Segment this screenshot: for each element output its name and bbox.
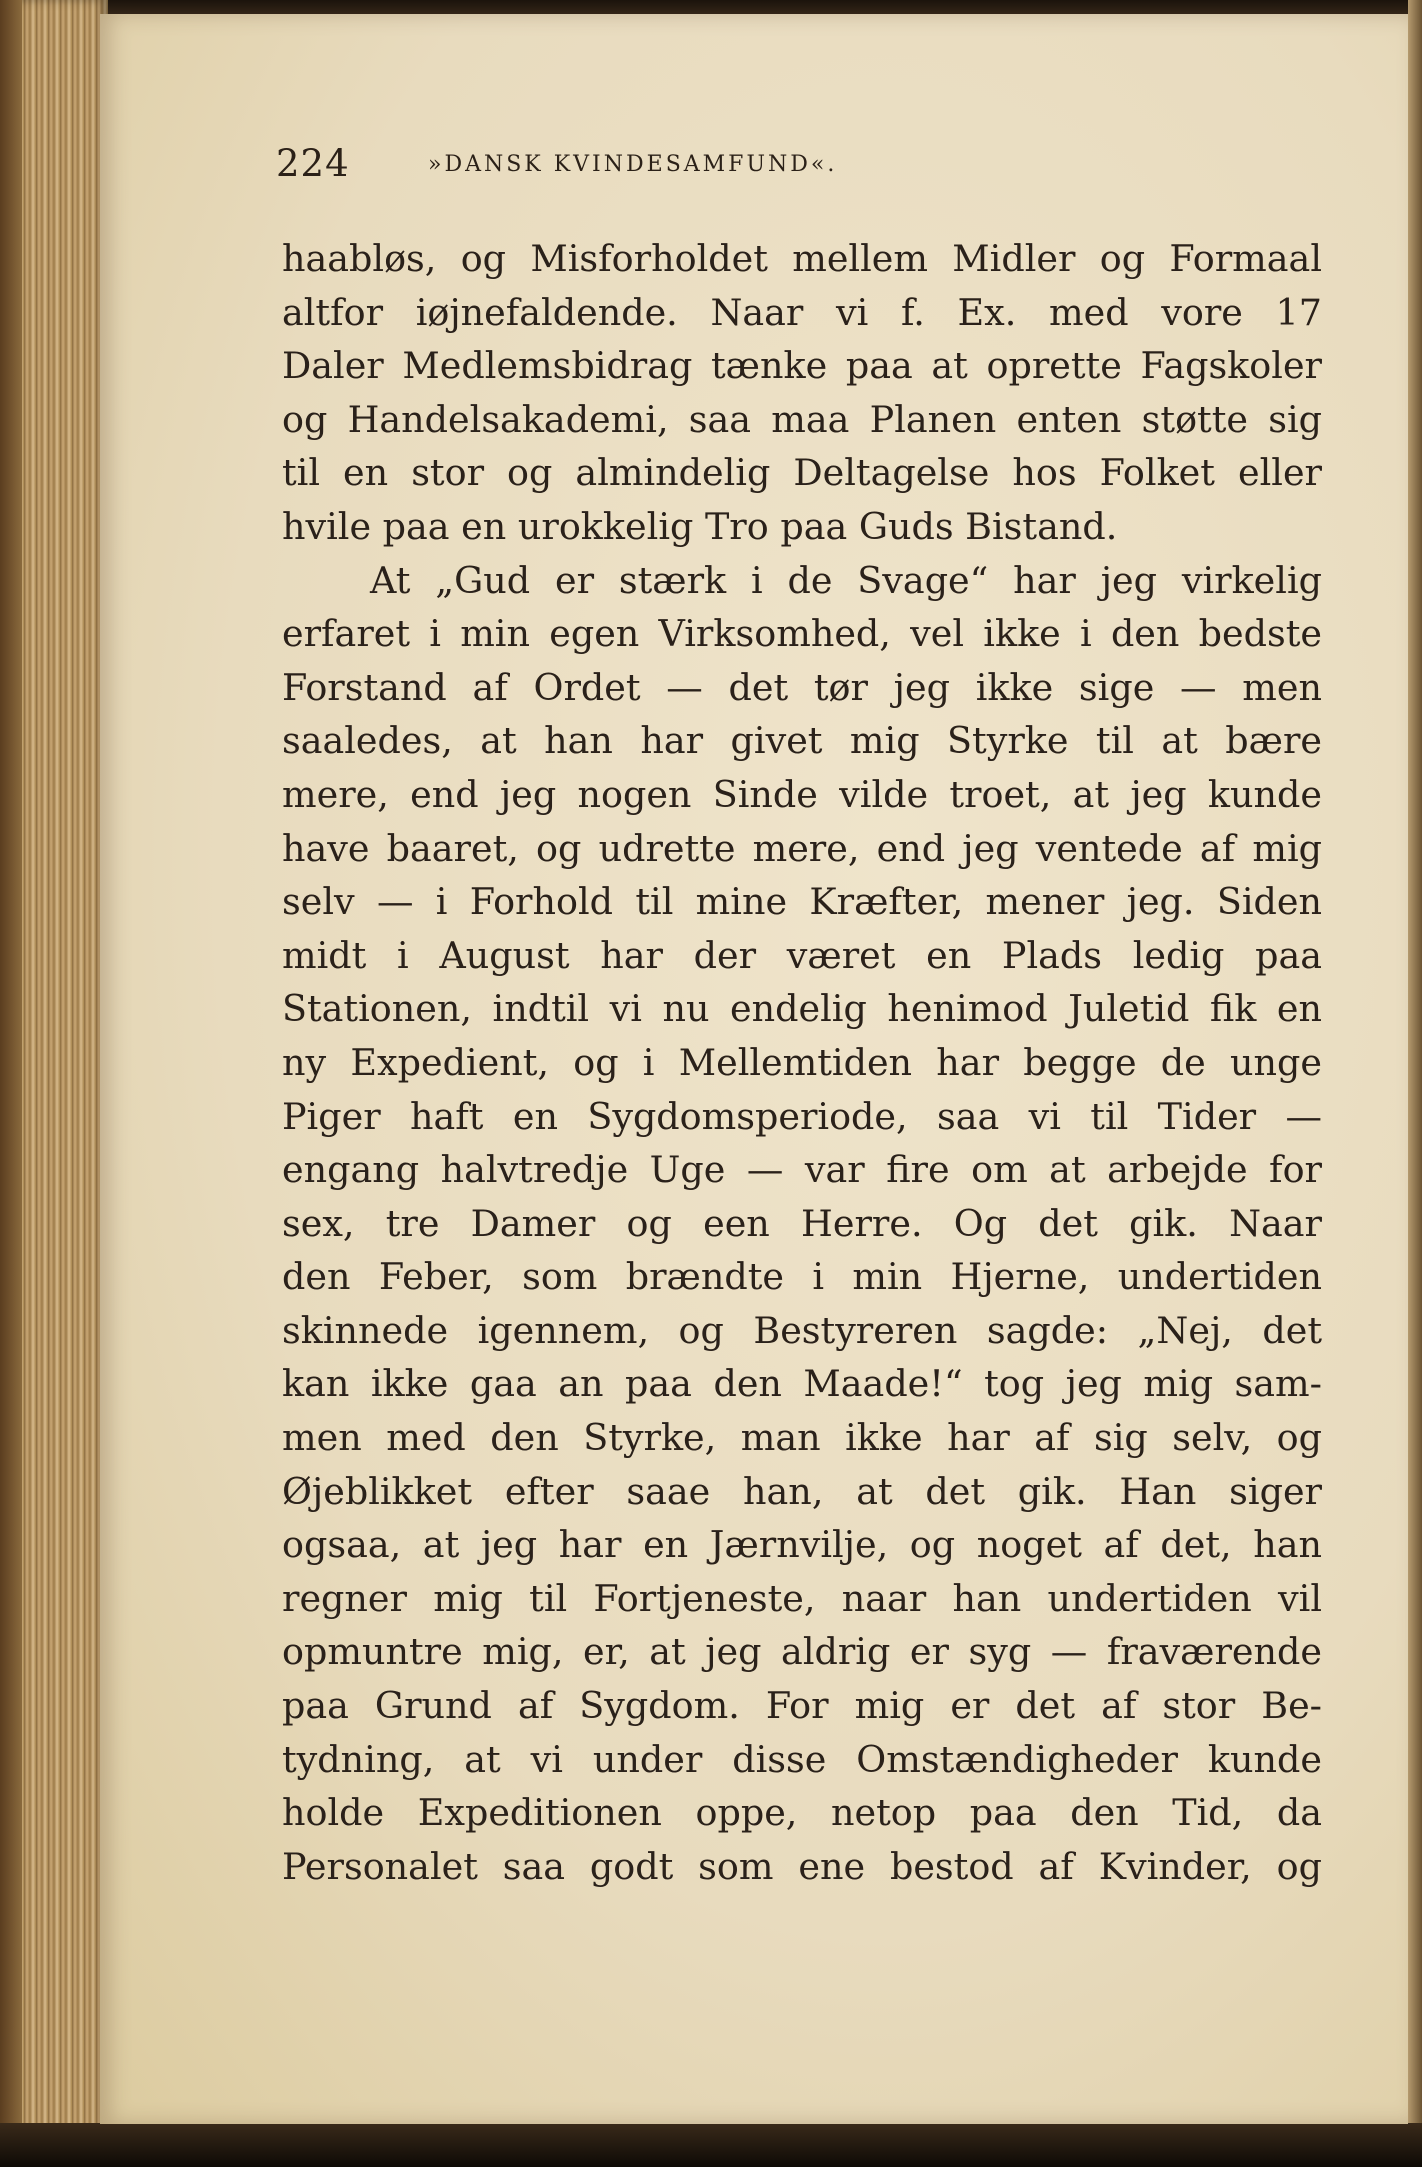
page-number: 224 [276, 142, 350, 185]
text-line-14: midt i August har der været en Plads ledig paa [282, 933, 1322, 977]
right-page-edge [1408, 0, 1422, 2167]
body-text [282, 232, 1322, 1893]
text-line-24: Øjeblikket efter saae han, at det gik. Han siger [282, 1469, 1322, 1513]
text-line-19: sex, tre Damer og een Herre. Og det gik. Naar [282, 1201, 1322, 1245]
text-line-9: Forstand af Ordet — det tør jeg ikke sige — men [282, 665, 1322, 709]
text-line-26: regner mig til Fortjeneste, naar han undertiden vil [282, 1576, 1322, 1620]
page-header [276, 142, 1076, 192]
text-line-23: men med den Styrke, man ikke har af sig selv, og [282, 1416, 1322, 1460]
text-line-22: kan ikke gaa an paa den Maade!“ tog jeg mig sam- [282, 1362, 1322, 1406]
text-line-12: have baaret, og udrette mere, end jeg ventede af mig [282, 826, 1322, 870]
bottom-binding-strip [0, 2123, 1422, 2167]
text-line-27: opmuntre mig, er, at jeg aldrig er syg — fraværende [282, 1630, 1322, 1674]
text-line-5: til en stor og almindelig Deltagelse hos Folket eller [282, 451, 1322, 495]
text-line-10: saaledes, at han har givet mig Styrke til at bære [282, 719, 1322, 763]
text-line-28: paa Grund af Sygdom. For mig er det af stor Be- [282, 1684, 1322, 1728]
text-line-1: haabløs, og Misforholdet mellem Midler og Formaal [282, 237, 1322, 280]
text-line-29: tydning, at vi under disse Omstændigheder kunde [282, 1737, 1322, 1781]
text-line-21: skinnede igennem, og Bestyreren sagde: „Nej, det [282, 1308, 1322, 1352]
text-line-25: ogsaa, at jeg har en Jærnvilje, og noget af det, han [282, 1523, 1322, 1567]
text-line-3: Daler Medlemsbidrag tænke paa at oprette Fagskoler [282, 344, 1322, 388]
running-title: »DANSK KVINDESAMFUND«. [428, 152, 838, 177]
text-line-13: selv — i Forhold til mine Kræfter, mener jeg. Siden [282, 880, 1322, 924]
text-line-16: ny Expedient, og i Mellemtiden har begge de unge [282, 1040, 1322, 1084]
text-line-31: Personalet saa godt som ene bestod af Kvinder, og [282, 1844, 1322, 1888]
text-line-20: den Feber, som brændte i min Hjerne, undertiden [282, 1255, 1322, 1299]
text-line-7: At „Gud er stærk i de Svage“ har jeg virkelig [370, 558, 1322, 602]
text-line-17: Piger haft en Sygdomsperiode, saa vi til Tider — [282, 1094, 1322, 1138]
book-spine [0, 0, 22, 2167]
text-line-30: holde Expeditionen oppe, netop paa den Tid, da [282, 1791, 1322, 1835]
text-line-11: mere, end jeg nogen Sinde vilde troet, at jeg kunde [282, 772, 1322, 816]
text-line-2: altfor iøjnefaldende. Naar vi f. Ex. med vore 17 [282, 290, 1322, 334]
text-line-8: erfaret i min egen Virksomhed, vel ikke i den bedste [282, 612, 1322, 656]
text-line-6: hvile paa en urokkelig Tro paa Guds Bistand. [282, 504, 1118, 548]
text-line-15: Stationen, indtil vi nu endelig henimod Juletid fik en [282, 987, 1322, 1031]
text-line-4: og Handelsakademi, saa maa Planen enten støtte sig [282, 397, 1322, 441]
text-line-18: engang halvtredje Uge — var fire om at arbejde for [282, 1148, 1322, 1192]
